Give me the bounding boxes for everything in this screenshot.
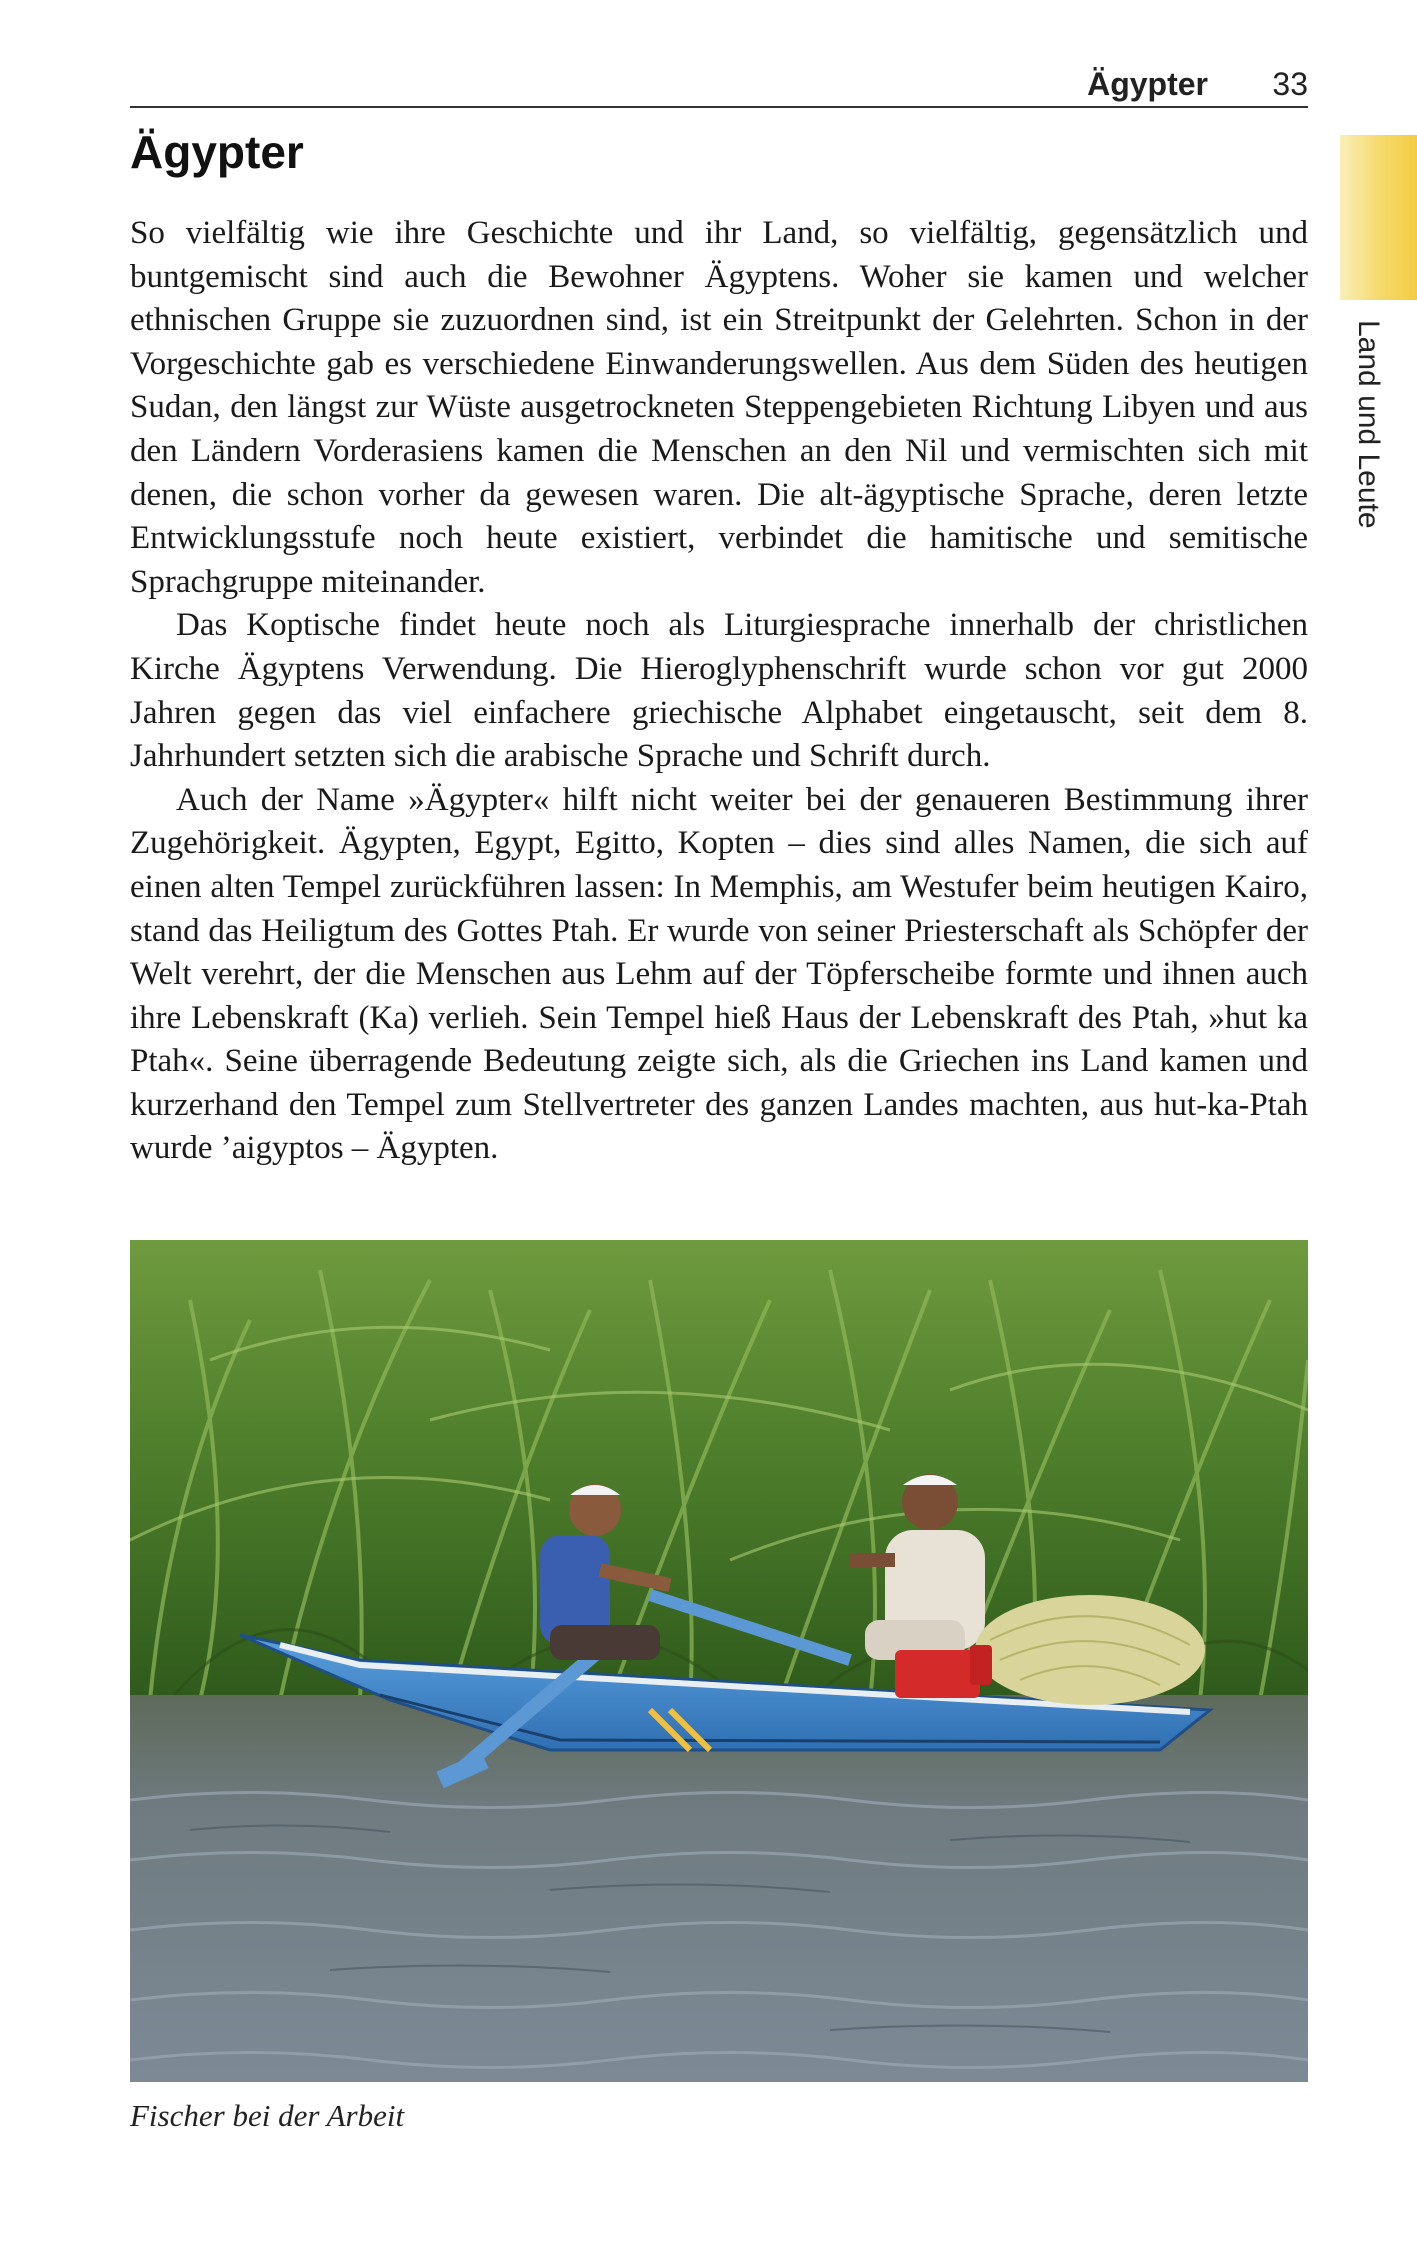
paragraph: Das Koptische findet heute noch als Liturgiesprache innerhalb der christlichen Kirche Ägyptens Verwendung. Die Hieroglyphenschrift wurde schon vor gut 2000 Jahren gegen das viel einfachere griechische Alphabet eingetauscht, seit dem 8. Jahrhundert setzten sich die arabische Sprache und Schrift durch. (130, 607, 1308, 775)
chapter-tab-label: Land und Leute (1352, 320, 1385, 529)
photo-fishermen-boat (130, 1240, 1308, 2082)
running-header-section-title: Ägypter (1087, 66, 1208, 102)
paragraph: Auch der Name »Ägypter« hilft nicht weiter bei der genaueren Bestimmung ihrer Zugehörigkeit. Ägypten, Egypt, Egitto, Kopten – dies sind alles Namen, die sich auf einen alten Tempel zurückführen lassen: In Memphis, am Westufer beim heutigen Kairo, stand das Heiligtum des Gottes Ptah. Er wurde von seiner Priesterschaft als Schöpfer der Welt verehrt, der die Menschen aus Lehm auf der Töpferscheibe formte und ihnen auch ihre Lebenskraft (Ka) verlieh. Sein Tempel hieß Haus der Lebenskraft des Ptah, »hut ka Ptah«. Seine überragende Bedeutung zeigte sich, als die Griechen ins Land kamen und kurzerhand den Tempel zum Stellvertreter des ganzen Landes machten, aus hut-ka-Ptah wurde ’aigyptos – Ägypten. (130, 781, 1308, 1167)
page-title: Ägypter (130, 126, 304, 178)
paragraph: So vielfältig wie ihre Geschichte und ihr Land, so vielfältig, gegensätzlich und buntgemischt sind auch die Bewohner Ägyptens. Woher sie kamen und welcher ethnischen Gruppe sie zuzuordnen sind, ist ein Streitpunkt der Gelehrten. Schon in der Vorgeschichte gab es verschiedene Einwanderungswellen. Aus dem Süden des heutigen Sudan, den längst zur Wüste ausgetrockneten Steppengebieten Richtung Libyen und aus den Ländern Vorderasiens kamen die Menschen an den Nil und vermischten sich mit denen, die schon vorher da gewesen waren. Die alt-ägyptische Sprache, deren letzte Entwicklungsstufe noch heute existiert, verbindet die hamitische und semitische Sprachgruppe miteinander. (130, 215, 1308, 600)
photo-illustration (130, 1240, 1308, 2082)
photo-caption: Fischer bei der Arbeit (130, 2098, 405, 2133)
running-header (130, 62, 1308, 108)
chapter-tab-marker (1340, 135, 1417, 300)
page-number: 33 (1272, 66, 1308, 102)
article-body (130, 212, 1308, 1171)
